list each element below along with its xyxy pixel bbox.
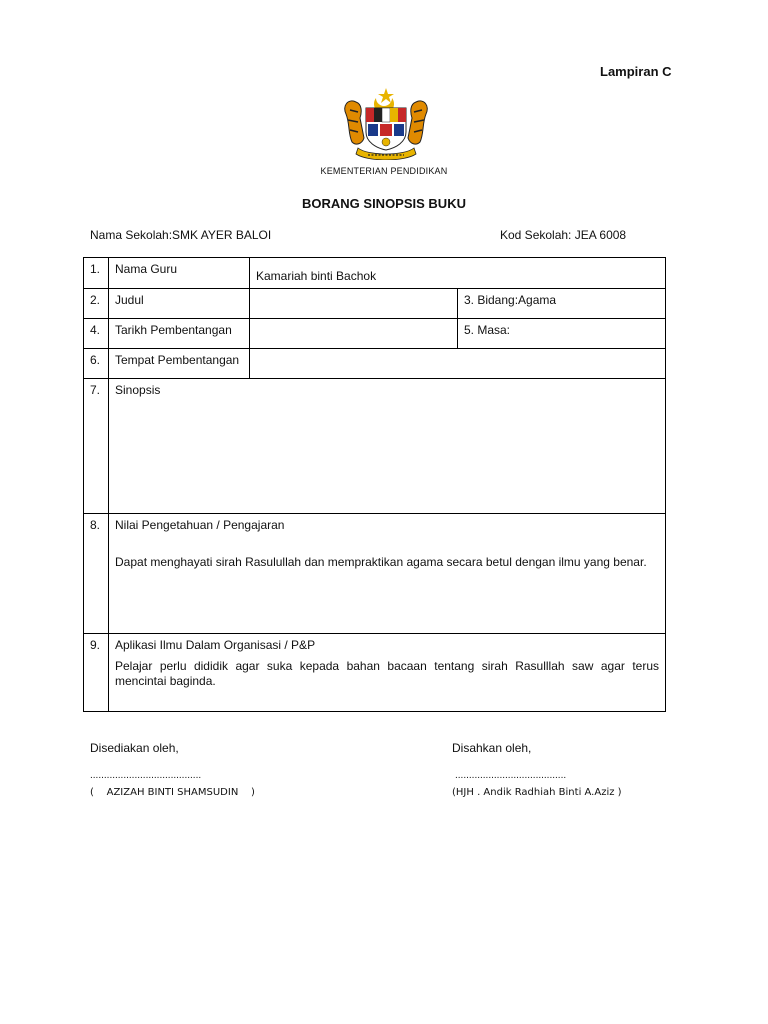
row-number: 9. bbox=[84, 634, 109, 712]
row-number: 2. bbox=[84, 289, 109, 319]
form-row-application bbox=[84, 634, 666, 712]
row-number: 7. bbox=[84, 379, 109, 514]
synopsis-label: Sinopsis bbox=[109, 379, 666, 514]
row-number: 4. bbox=[84, 319, 109, 349]
values-text: Dapat menghayati sirah Rasulullah dan mempraktikan agama secara betul dengan ilmu yang benar. bbox=[115, 555, 647, 569]
school-name: Nama Sekolah:SMK AYER BALOI bbox=[90, 228, 272, 242]
values-label: Nilai Pengetahuan / Pengajaran bbox=[115, 518, 285, 532]
teacher-name-text: Kamariah binti Bachok bbox=[256, 269, 377, 283]
application-text: Pelajar perlu dididik agar suka kepada bahan bacaan tentang sirah Rasulllah saw agar terus mencintai baginda. bbox=[115, 659, 659, 688]
approved-by-name: (HJH . Andik Radhiah Binti A.Aziz ) bbox=[452, 787, 622, 798]
row-number: 1. bbox=[84, 258, 109, 289]
field-label: 3. Bidang:Agama bbox=[458, 289, 666, 319]
venue-label: Tempat Pembentangan bbox=[109, 349, 250, 379]
ministry-name: KEMENTERIAN PENDIDIKAN bbox=[320, 166, 448, 176]
form-row-teacher bbox=[84, 258, 666, 289]
prepared-by-label: Disediakan oleh, bbox=[90, 741, 179, 755]
form-row-synopsis bbox=[84, 379, 666, 514]
form-row-venue bbox=[84, 349, 666, 379]
application-cell bbox=[109, 634, 666, 712]
date-label: Tarikh Pembentangan bbox=[109, 319, 250, 349]
form-row-date bbox=[84, 319, 666, 349]
teacher-name-label: Nama Guru bbox=[109, 258, 250, 289]
venue-value bbox=[250, 349, 666, 379]
form-row-values bbox=[84, 514, 666, 634]
appendix-label: Lampiran C bbox=[600, 64, 672, 79]
synopsis-form-table bbox=[83, 257, 666, 712]
teacher-name-value bbox=[250, 258, 666, 289]
title-label: Judul bbox=[109, 289, 250, 319]
date-value bbox=[250, 319, 458, 349]
form-title: BORANG SINOPSIS BUKU bbox=[302, 196, 466, 211]
prepared-by-name: ( AZIZAH BINTI SHAMSUDIN ) bbox=[90, 787, 255, 798]
form-row-title bbox=[84, 289, 666, 319]
title-value bbox=[250, 289, 458, 319]
school-code: Kod Sekolah: JEA 6008 bbox=[500, 228, 627, 242]
application-label: Aplikasi Ilmu Dalam Organisasi / P&P bbox=[115, 638, 316, 652]
approved-signature-line: ........................................ bbox=[455, 770, 567, 781]
prepared-signature-line: ........................................ bbox=[90, 770, 202, 781]
approved-by-label: Disahkan oleh, bbox=[452, 741, 532, 755]
government-crest-logo bbox=[338, 86, 434, 160]
time-label: 5. Masa: bbox=[458, 319, 666, 349]
row-number: 8. bbox=[84, 514, 109, 634]
row-number: 6. bbox=[84, 349, 109, 379]
values-cell bbox=[109, 514, 666, 634]
